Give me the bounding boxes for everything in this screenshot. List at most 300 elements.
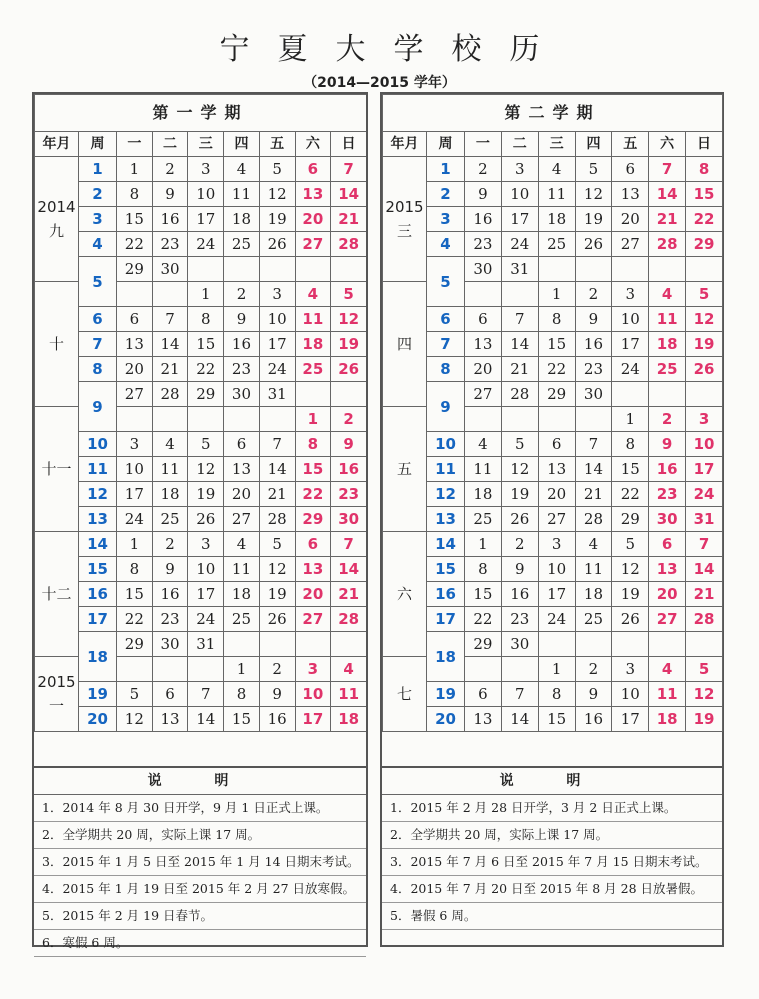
weekend-date-cell: 15 <box>295 457 331 482</box>
date-cell: 29 <box>612 507 649 532</box>
date-cell: 25 <box>224 232 260 257</box>
weekend-date-cell: 27 <box>295 232 331 257</box>
weekend-date-cell: 29 <box>295 507 331 532</box>
week-row <box>383 532 723 557</box>
week-row <box>383 257 723 282</box>
weekend-date-cell: 21 <box>649 207 686 232</box>
date-cell: 17 <box>117 482 153 507</box>
week-header: 周 <box>79 132 117 157</box>
week-number: 12 <box>79 482 117 507</box>
week-number: 14 <box>79 532 117 557</box>
date-cell: 7 <box>152 307 188 332</box>
month-label-line: 五 <box>396 460 412 478</box>
date-cell: 9 <box>152 557 188 582</box>
date-cell: 6 <box>152 682 188 707</box>
date-cell: 18 <box>152 482 188 507</box>
date-cell: 10 <box>117 457 153 482</box>
week-row <box>35 507 367 532</box>
date-cell: 21 <box>259 482 295 507</box>
weekend-date-cell: 16 <box>649 457 686 482</box>
weekend-date-cell: 7 <box>331 157 367 182</box>
weekend-date-cell: 8 <box>686 157 723 182</box>
week-number: 6 <box>427 307 465 332</box>
week-number: 4 <box>79 232 117 257</box>
weekend-date-cell: 28 <box>331 232 367 257</box>
weekend-date-cell: 13 <box>295 557 331 582</box>
date-cell: 16 <box>152 207 188 232</box>
date-cell: 4 <box>538 157 575 182</box>
date-cell: 14 <box>575 457 612 482</box>
date-cell: 31 <box>188 632 224 657</box>
date-cell <box>224 257 260 282</box>
date-cell <box>259 257 295 282</box>
date-cell: 11 <box>224 182 260 207</box>
date-cell: 11 <box>465 457 502 482</box>
weekday-header-row <box>383 132 723 157</box>
date-cell: 25 <box>538 232 575 257</box>
date-cell <box>224 407 260 432</box>
note-line: 3．2015 年 1 月 5 日至 2015 年 1 月 14 日期末考试。 <box>34 849 366 876</box>
date-cell <box>465 657 502 682</box>
weekend-date-cell <box>686 632 723 657</box>
weekend-date-cell: 18 <box>295 332 331 357</box>
date-cell: 10 <box>259 307 295 332</box>
weekend-date-cell: 9 <box>649 432 686 457</box>
date-cell: 28 <box>575 507 612 532</box>
date-cell: 26 <box>259 232 295 257</box>
weekend-date-cell: 23 <box>649 482 686 507</box>
weekday-header: 日 <box>686 132 723 157</box>
date-cell: 23 <box>224 357 260 382</box>
date-cell: 12 <box>188 457 224 482</box>
date-cell: 5 <box>188 432 224 457</box>
week-row <box>383 357 723 382</box>
date-cell: 17 <box>501 207 538 232</box>
weekend-date-cell: 15 <box>686 182 723 207</box>
date-cell: 26 <box>501 507 538 532</box>
date-cell: 4 <box>224 157 260 182</box>
weekend-date-cell: 19 <box>686 707 723 732</box>
date-cell: 3 <box>612 282 649 307</box>
week-row <box>383 207 723 232</box>
date-cell: 14 <box>259 457 295 482</box>
weekend-date-cell: 6 <box>295 157 331 182</box>
date-cell: 11 <box>224 557 260 582</box>
date-cell: 17 <box>188 207 224 232</box>
date-cell: 22 <box>612 482 649 507</box>
week-row <box>35 582 367 607</box>
week-number: 8 <box>427 357 465 382</box>
date-cell: 19 <box>188 482 224 507</box>
date-cell: 20 <box>612 207 649 232</box>
weekend-date-cell: 18 <box>649 332 686 357</box>
date-cell: 12 <box>117 707 153 732</box>
date-cell: 1 <box>117 157 153 182</box>
date-cell: 30 <box>501 632 538 657</box>
month-label-line: 一 <box>48 697 64 715</box>
date-cell: 4 <box>224 532 260 557</box>
month-label-line: 六 <box>396 585 412 603</box>
date-cell: 28 <box>152 382 188 407</box>
semester-2-notes <box>382 766 722 930</box>
date-cell <box>538 407 575 432</box>
date-cell: 16 <box>152 582 188 607</box>
note-line: 4．2015 年 7 月 20 日至 2015 年 8 月 28 日放暑假。 <box>382 876 722 903</box>
weekend-date-cell: 1 <box>295 407 331 432</box>
weekend-date-cell: 27 <box>649 607 686 632</box>
date-cell <box>152 407 188 432</box>
semester-1-table <box>34 94 366 732</box>
weekend-date-cell <box>295 632 331 657</box>
semester-title: 第一学期 <box>35 95 367 132</box>
date-cell: 20 <box>465 357 502 382</box>
weekend-date-cell: 13 <box>295 182 331 207</box>
weekend-date-cell: 10 <box>295 682 331 707</box>
date-cell: 7 <box>501 682 538 707</box>
month-label <box>35 157 79 282</box>
week-number: 13 <box>79 507 117 532</box>
weekend-date-cell: 28 <box>686 607 723 632</box>
date-cell: 1 <box>117 532 153 557</box>
date-cell <box>465 407 502 432</box>
date-cell: 29 <box>117 257 153 282</box>
date-cell: 4 <box>152 432 188 457</box>
weekend-date-cell: 5 <box>686 282 723 307</box>
week-row <box>383 607 723 632</box>
date-cell: 10 <box>538 557 575 582</box>
week-number: 7 <box>427 332 465 357</box>
date-cell: 21 <box>501 357 538 382</box>
week-row <box>35 432 367 457</box>
week-number: 2 <box>427 182 465 207</box>
date-cell: 26 <box>188 507 224 532</box>
date-cell: 6 <box>117 307 153 332</box>
month-label-line: 四 <box>396 335 412 353</box>
date-cell: 16 <box>575 332 612 357</box>
date-cell <box>188 407 224 432</box>
weekend-date-cell: 18 <box>331 707 367 732</box>
weekend-date-cell: 13 <box>649 557 686 582</box>
date-cell <box>117 407 153 432</box>
date-cell: 1 <box>465 532 502 557</box>
weekend-date-cell: 14 <box>331 182 367 207</box>
note-line: 3．2015 年 7 月 6 日至 2015 年 7 月 15 日期末考试。 <box>382 849 722 876</box>
date-cell: 13 <box>465 332 502 357</box>
month-label-line: 2014 <box>37 198 76 216</box>
date-cell: 14 <box>152 332 188 357</box>
weekend-date-cell: 3 <box>295 657 331 682</box>
weekend-date-cell: 12 <box>686 307 723 332</box>
date-cell: 16 <box>259 707 295 732</box>
weekend-date-cell: 23 <box>331 482 367 507</box>
week-number: 16 <box>79 582 117 607</box>
weekend-date-cell: 30 <box>331 507 367 532</box>
date-cell: 8 <box>538 307 575 332</box>
weekend-date-cell: 26 <box>331 357 367 382</box>
date-cell: 19 <box>575 207 612 232</box>
weekday-header: 二 <box>501 132 538 157</box>
week-number: 17 <box>427 607 465 632</box>
date-cell: 2 <box>259 657 295 682</box>
week-number: 2 <box>79 182 117 207</box>
weekday-header-row <box>35 132 367 157</box>
semester-title-row <box>35 95 367 132</box>
date-cell: 19 <box>259 207 295 232</box>
date-cell: 26 <box>575 232 612 257</box>
month-label-line: 十二 <box>41 585 72 603</box>
date-cell: 15 <box>612 457 649 482</box>
date-cell <box>538 257 575 282</box>
date-cell: 2 <box>152 157 188 182</box>
date-cell <box>538 632 575 657</box>
date-cell: 20 <box>117 357 153 382</box>
date-cell: 8 <box>117 557 153 582</box>
date-cell: 5 <box>259 157 295 182</box>
date-cell: 13 <box>612 182 649 207</box>
date-cell: 9 <box>152 182 188 207</box>
week-row <box>35 707 367 732</box>
date-cell: 8 <box>465 557 502 582</box>
date-cell: 2 <box>224 282 260 307</box>
weekend-date-cell: 18 <box>649 707 686 732</box>
note-line: 6．寒假 6 周。 <box>34 930 366 957</box>
date-cell: 15 <box>465 582 502 607</box>
date-cell: 23 <box>501 607 538 632</box>
weekend-date-cell: 17 <box>295 707 331 732</box>
date-cell <box>612 382 649 407</box>
date-cell: 24 <box>117 507 153 532</box>
weekend-date-cell <box>331 257 367 282</box>
date-cell: 17 <box>612 332 649 357</box>
date-cell: 6 <box>224 432 260 457</box>
month-header: 年月 <box>383 132 427 157</box>
date-cell <box>152 657 188 682</box>
date-cell: 29 <box>465 632 502 657</box>
date-cell: 25 <box>575 607 612 632</box>
notes-title: 说 明 <box>34 766 366 795</box>
date-cell: 24 <box>501 232 538 257</box>
date-cell: 15 <box>117 582 153 607</box>
date-cell: 10 <box>188 557 224 582</box>
week-number: 15 <box>79 557 117 582</box>
weekend-date-cell: 7 <box>331 532 367 557</box>
date-cell: 9 <box>501 557 538 582</box>
date-cell: 1 <box>188 282 224 307</box>
week-row <box>35 632 367 657</box>
weekend-date-cell: 11 <box>295 307 331 332</box>
date-cell <box>501 282 538 307</box>
date-cell: 20 <box>538 482 575 507</box>
month-label <box>35 282 79 407</box>
date-cell: 3 <box>117 432 153 457</box>
weekend-date-cell <box>686 257 723 282</box>
week-row <box>383 457 723 482</box>
weekend-date-cell: 4 <box>649 282 686 307</box>
weekend-date-cell: 19 <box>331 332 367 357</box>
week-row <box>383 332 723 357</box>
date-cell: 20 <box>224 482 260 507</box>
week-number: 12 <box>427 482 465 507</box>
date-cell: 5 <box>575 157 612 182</box>
week-number: 18 <box>427 632 465 682</box>
date-cell: 21 <box>152 357 188 382</box>
weekend-date-cell: 16 <box>331 457 367 482</box>
date-cell <box>188 657 224 682</box>
date-cell: 27 <box>538 507 575 532</box>
weekend-date-cell: 7 <box>649 157 686 182</box>
weekday-header: 五 <box>259 132 295 157</box>
date-cell: 7 <box>501 307 538 332</box>
date-cell: 19 <box>612 582 649 607</box>
date-cell: 17 <box>538 582 575 607</box>
date-cell: 10 <box>188 182 224 207</box>
weekend-date-cell <box>295 257 331 282</box>
weekend-date-cell: 20 <box>649 582 686 607</box>
month-label-line: 2015 <box>385 198 424 216</box>
date-cell: 11 <box>575 557 612 582</box>
date-cell: 17 <box>259 332 295 357</box>
weekday-header: 一 <box>117 132 153 157</box>
note-line: 5．暑假 6 周。 <box>382 903 722 930</box>
weekend-date-cell: 14 <box>649 182 686 207</box>
date-cell: 1 <box>224 657 260 682</box>
weekend-date-cell <box>649 632 686 657</box>
date-cell: 4 <box>575 532 612 557</box>
date-cell: 22 <box>117 232 153 257</box>
week-number: 4 <box>427 232 465 257</box>
note-line: 2．全学期共 20 周，实际上课 17 周。 <box>34 822 366 849</box>
weekend-date-cell: 21 <box>331 207 367 232</box>
date-cell: 21 <box>575 482 612 507</box>
week-number: 16 <box>427 582 465 607</box>
week-number: 3 <box>79 207 117 232</box>
week-row <box>35 207 367 232</box>
week-number: 8 <box>79 357 117 382</box>
month-label-line: 2015 <box>37 673 76 691</box>
week-number: 1 <box>427 157 465 182</box>
date-cell: 24 <box>188 232 224 257</box>
date-cell: 8 <box>538 682 575 707</box>
weekend-date-cell <box>686 382 723 407</box>
date-cell: 5 <box>612 532 649 557</box>
date-cell: 14 <box>188 707 224 732</box>
date-cell <box>575 632 612 657</box>
weekend-date-cell: 21 <box>686 582 723 607</box>
weekend-date-cell: 28 <box>331 607 367 632</box>
weekday-header: 四 <box>575 132 612 157</box>
weekend-date-cell: 31 <box>686 507 723 532</box>
week-row <box>35 332 367 357</box>
month-header: 年月 <box>35 132 79 157</box>
date-cell: 22 <box>188 357 224 382</box>
weekend-date-cell: 10 <box>686 432 723 457</box>
date-cell: 29 <box>188 382 224 407</box>
date-cell: 6 <box>465 682 502 707</box>
weekend-date-cell: 5 <box>331 282 367 307</box>
week-number: 7 <box>79 332 117 357</box>
weekend-date-cell: 14 <box>686 557 723 582</box>
week-number: 18 <box>79 632 117 682</box>
date-cell: 3 <box>188 157 224 182</box>
month-label <box>383 282 427 407</box>
date-cell: 15 <box>224 707 260 732</box>
date-cell: 24 <box>612 357 649 382</box>
date-cell: 29 <box>117 632 153 657</box>
semester-2-table <box>382 94 722 732</box>
date-cell: 8 <box>224 682 260 707</box>
date-cell: 12 <box>501 457 538 482</box>
week-number: 9 <box>79 382 117 432</box>
date-cell: 9 <box>259 682 295 707</box>
date-cell: 13 <box>152 707 188 732</box>
weekend-date-cell: 3 <box>686 407 723 432</box>
date-cell: 8 <box>612 432 649 457</box>
date-cell: 4 <box>465 432 502 457</box>
week-number: 11 <box>79 457 117 482</box>
date-cell: 3 <box>259 282 295 307</box>
week-number: 5 <box>79 257 117 307</box>
date-cell: 16 <box>501 582 538 607</box>
weekend-date-cell: 11 <box>331 682 367 707</box>
note-line: 1．2015 年 2 月 28 日开学，3 月 2 日正式上课。 <box>382 795 722 822</box>
note-line: 1．2014 年 8 月 30 日开学，9 月 1 日正式上课。 <box>34 795 366 822</box>
date-cell: 3 <box>538 532 575 557</box>
week-row <box>383 432 723 457</box>
date-cell: 30 <box>152 632 188 657</box>
weekend-date-cell: 4 <box>295 282 331 307</box>
date-cell: 18 <box>575 582 612 607</box>
date-cell: 22 <box>465 607 502 632</box>
date-cell: 27 <box>117 382 153 407</box>
date-cell: 15 <box>538 707 575 732</box>
weekend-date-cell <box>331 632 367 657</box>
date-cell <box>188 257 224 282</box>
date-cell: 15 <box>188 332 224 357</box>
date-cell: 30 <box>575 382 612 407</box>
date-cell: 9 <box>575 307 612 332</box>
weekday-header: 四 <box>224 132 260 157</box>
week-row <box>383 582 723 607</box>
date-cell: 2 <box>575 657 612 682</box>
date-cell: 17 <box>612 707 649 732</box>
notes-title: 说 明 <box>382 766 722 795</box>
date-cell: 25 <box>224 607 260 632</box>
date-cell: 16 <box>465 207 502 232</box>
date-cell <box>152 282 188 307</box>
date-cell: 18 <box>538 207 575 232</box>
weekday-header: 二 <box>152 132 188 157</box>
week-row <box>35 482 367 507</box>
week-number: 10 <box>427 432 465 457</box>
week-row <box>35 357 367 382</box>
week-row <box>35 457 367 482</box>
date-cell <box>612 632 649 657</box>
weekend-date-cell: 30 <box>649 507 686 532</box>
date-cell: 14 <box>501 332 538 357</box>
week-row <box>383 482 723 507</box>
weekend-date-cell: 4 <box>649 657 686 682</box>
date-cell: 9 <box>465 182 502 207</box>
date-cell: 6 <box>538 432 575 457</box>
date-cell: 8 <box>188 307 224 332</box>
date-cell: 28 <box>501 382 538 407</box>
weekend-date-cell: 6 <box>649 532 686 557</box>
date-cell: 6 <box>465 307 502 332</box>
date-cell: 30 <box>152 257 188 282</box>
weekend-date-cell: 22 <box>295 482 331 507</box>
date-cell: 2 <box>575 282 612 307</box>
date-cell: 9 <box>575 682 612 707</box>
